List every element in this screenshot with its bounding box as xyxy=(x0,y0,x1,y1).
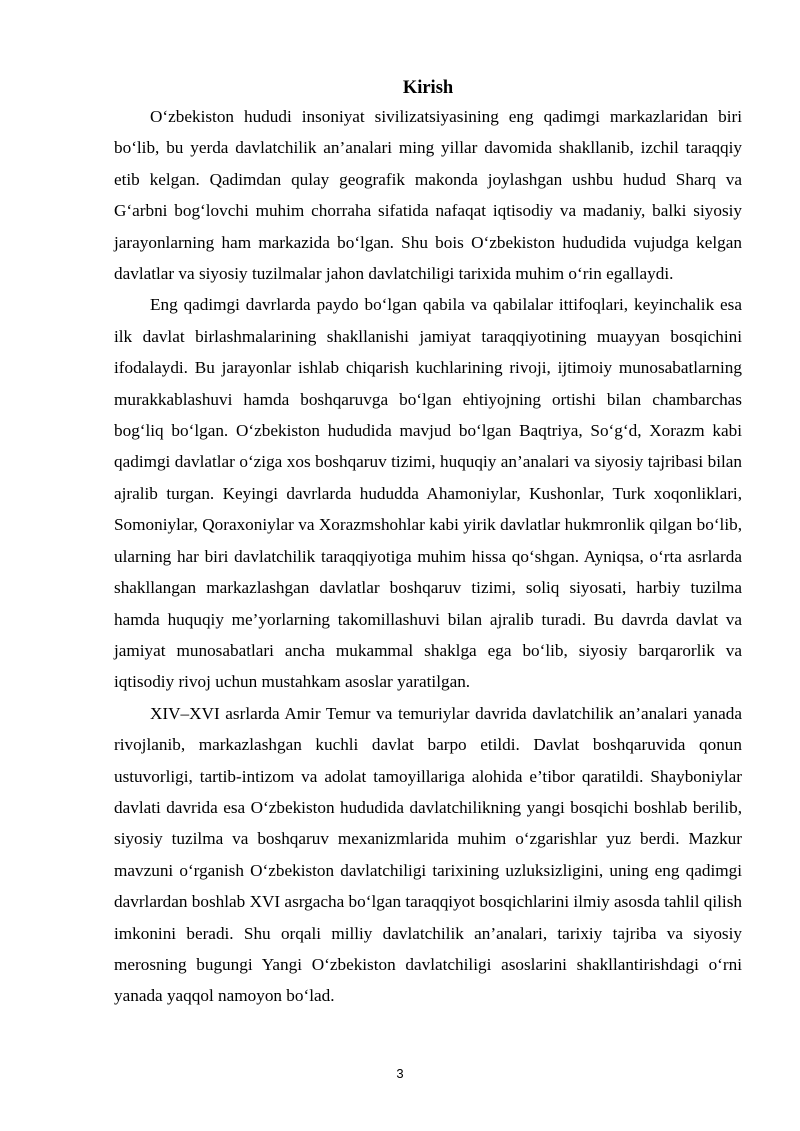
paragraph-1: O‘zbekiston hududi insoniyat sivilizatsiyasining eng qadimgi markazlaridan biri bo‘lib, bu yerda davlatchilik an’analari ming yillar davomida shakllanib, izchil taraqqiy etib kelgan. Qadimdan qulay geografik makonda joylashgan ushbu hudud Sharq va G‘arbni bog‘lovchi muhim chorraha sifatida nafaqat iqtisodiy va madaniy, balki siyosiy jarayonlarning ham markazida bo‘lgan. Shu bois O‘zbekiston hududida vujudga kelgan davlatlar va siyosiy tuzilmalar jahon davlatchiligi tarixida muhim o‘rin egallaydi. xyxy=(114,107,742,284)
page-number: 3 xyxy=(396,1066,404,1081)
paragraph-2: Eng qadimgi davrlarda paydo bo‘lgan qabila va qabilalar ittifoqlari, keyinchalik esa ilk davlat birlashmalarining shakllanishi jamiyat taraqqiyotining muayyan bosqichini ifodalaydi. Bu jarayonlar ishlab chiqarish kuchlarining rivoji, ijtimoiy munosabatlarning murakkablashuvi hamda boshqaruvga bo‘lgan ehtiyojning ortishi bilan chambarchas bog‘liq bo‘lgan. O‘zbekiston hududida mavjud bo‘lgan Baqtriya, So‘g‘d, Xorazm kabi qadimgi davlatlar o‘ziga xos boshqaruv tizimi, huquqiy an’analari va siyosiy tajribasi bilan ajralib turgan. Keyingi davrlarda hududda Ahamoniylar, Kushonlar, Turk xoqonliklari, Somoniylar, Qoraxoniylar va Xorazmshohlar kabi yirik davlatlar hukmronlik qilgan bo‘lib, ularning har biri davlatchilik taraqqiyotiga muhim hissa qo‘shgan. Ayniqsa, o‘rta asrlarda shakllangan markazlashgan davlatlar boshqaruv tizimi, soliq siyosati, harbiy tuzilma hamda huquqiy me’yorlarning takomillashuvi bilan ajralib turadi. Bu davrda davlat va jamiyat munosabatlari ancha mukammal shaklga ega bo‘lib, siyosiy barqarorlik va iqtisodiy rivoj uchun mustahkam asoslar yaratilgan. xyxy=(114,295,742,692)
paragraph-3: XIV–XVI asrlarda Amir Temur va temuriylar davrida davlatchilik an’analari yanada rivojlanib, markazlashgan kuchli davlat barpo etildi. Davlat boshqaruvida qonun ustuvorligi, tartib-intizom va adolat tamoyillariga alohida e’tibor qaratildi. Shayboniylar davlati davrida esa O‘zbekiston hududida davlatchilikning yangi bosqichi boshlab berilib, siyosiy tuzilma va boshqaruv mexanizmlarida muhim o‘zgarishlar yuz berdi. Mazkur mavzuni o‘rganish O‘zbekiston davlatchiligi tarixining uzluksizligini, uning eng qadimgi davrlardan boshlab XVI asrgacha bo‘lgan taraqqiyot bosqichlarini ilmiy asosda tahlil qilish imkonini beradi. Shu orqali milliy davlatchilik an’analari, tarixiy tajriba va siyosiy merosning bugungi Yangi O‘zbekiston davlatchiligi asoslarini shakllantirishdagi o‘rni yanada yaqqol namoyon bo‘lad. xyxy=(114,703,742,1006)
document-body xyxy=(114,75,742,1012)
section-heading: Kirish xyxy=(402,78,454,98)
